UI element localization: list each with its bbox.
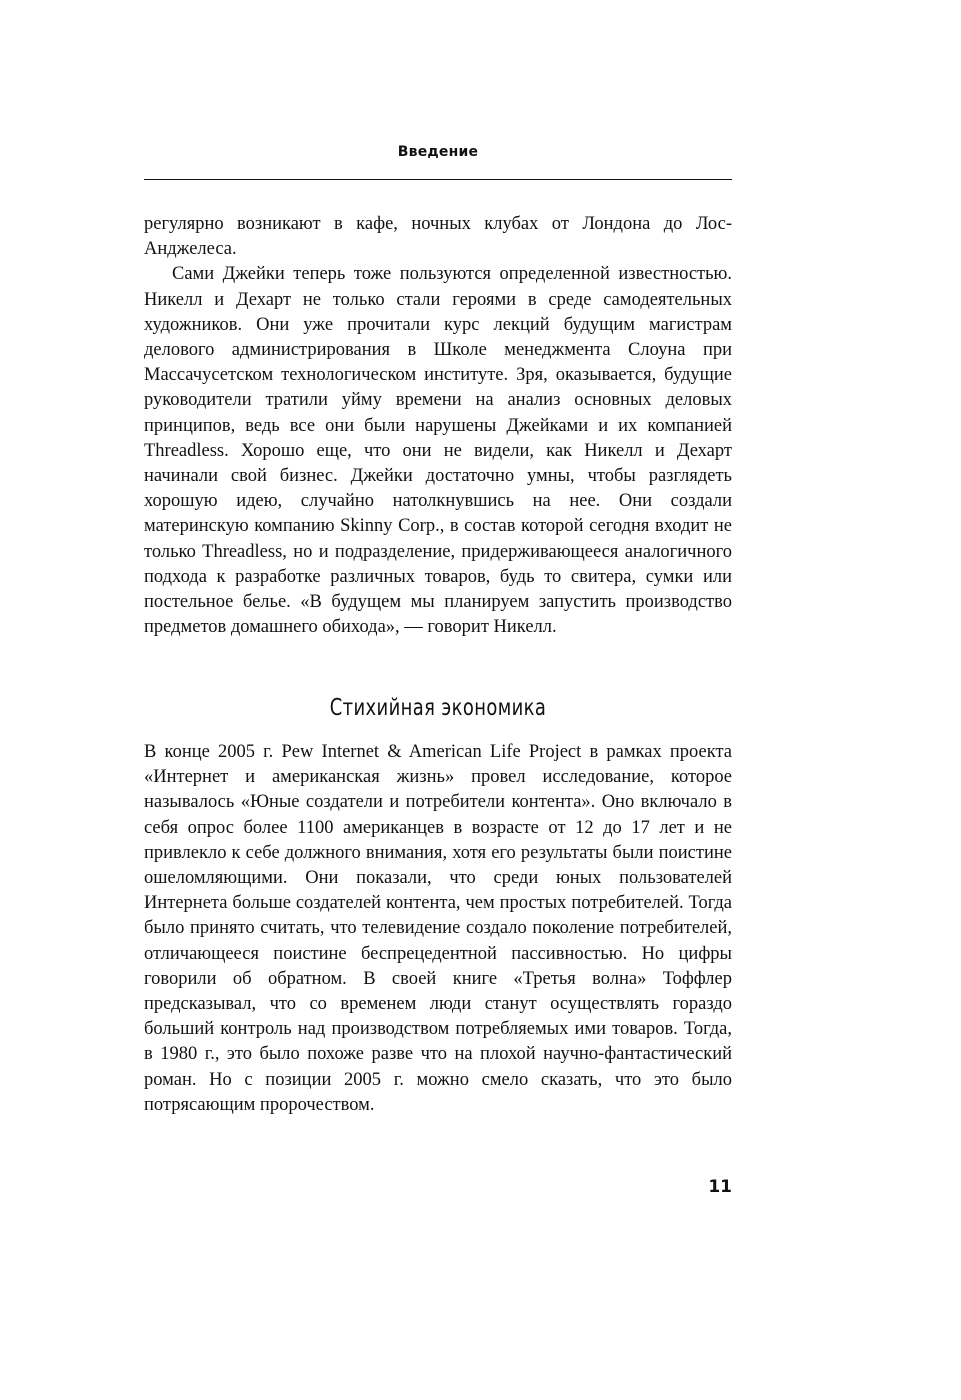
- page-number: 11: [708, 1177, 732, 1197]
- paragraph-continuation: регулярно возникают в кафе, ночных клубах от Лондона до Лос-Анджелеса.: [144, 214, 732, 260]
- paragraph-jakes: Сами Джейки теперь тоже пользуются определенной известностью. Никелл и Дехарт не только стали героями в среде самодеятельных художников. Они уже прочитали курс лекций будущим магистрам делового администрирования в Школе менеджмента Слоуна при Массачусетском технологическом институте. Зря, оказывается, будущие руководители тратили уйму времени на анализ основных деловых принципов, ведь все они были нарушены Джейками и их компанией Threadless. Хорошо еще, что они не видели, как Никелл и Дехарт начинали свой бизнес. Джейки достаточно умны, чтобы разглядеть хорошую идею, случайно натолкнувшись на нее. Они создали материнскую компанию Skinny Corp., в состав которой сегодня входит не только Threadless, но и подразделение, придерживающееся аналогичного подхода к разработке различных товаров, будь то свитера, сумки или постельное белье. «В будущем мы планируем запустить производство предметов домашнего обихода», — говорит Никелл.: [144, 264, 732, 638]
- paragraph-pew-study: В конце 2005 г. Pew Internet & American Life Project в рамках проекта «Интернет и американская жизнь» провел исследование, которое называлось «Юные создатели и потребители контента». Оно включало в себя опрос более 1100 американцев в возрасте от 12 до 17 лет и не привлекло к себе должного внимания, хотя его результаты были поистине ошеломляющими. Они показали, что среди юных пользователей Интернета больше создателей контента, чем простых потребителей. Тогда было принято считать, что телевидение создало поколение потребителей, отличающееся поистине беспрецедентной пассивностью. Но цифры говорили об обратном. В своей книге «Третья волна» Тоффлер предсказывал, что со временем люди станут осуществлять гораздо больший контроль над производством потребляемых ими товаров. Тогда, в 1980 г., это было похоже разве что на плохой научно-фантастический роман. Но с позиции 2005 г. можно смело сказать, что это было потрясающим пророчеством.: [144, 742, 732, 1115]
- section-heading: Стихийная экономика: [329, 695, 547, 721]
- bottom-text-block: [144, 740, 732, 1118]
- running-header: Введение: [397, 144, 479, 160]
- header-rule: [144, 179, 732, 180]
- top-text-block: [144, 212, 732, 640]
